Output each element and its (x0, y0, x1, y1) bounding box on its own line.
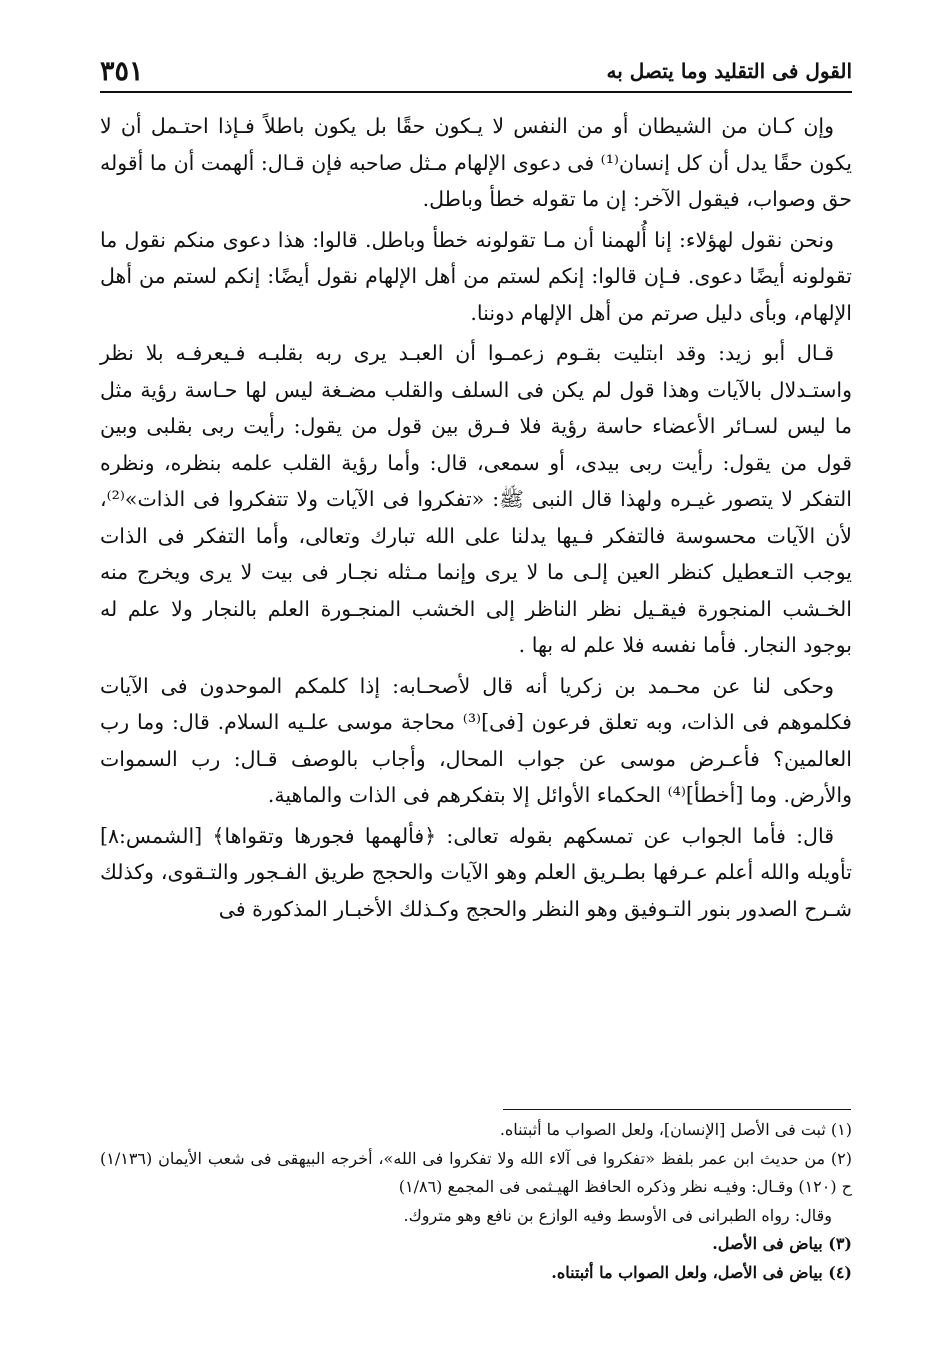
running-title: القول فى التقليد وما يتصل به (606, 59, 852, 83)
footnote: (٤) بياض فى الأصل، ولعل الصواب ما أثبتناه. (551, 1262, 852, 1282)
footnote-continuation: وقال: رواه الطبرانى فى الأوسط وفيه الوازع بن نافع وهو متروك. (403, 1205, 832, 1225)
paragraph: وإن كـان من الشيطان أو من النفس لا يـكون حقًا بل يكون باطلاً فـإذا احتـمل أن لا يكون حقًا يدل أن كل إنسان⁽¹⁾ فى دعوى الإلهام مـثل صاحبه فإن قـال: ألهمت أن ما أقوله حق وصواب، فيقول الآخر: إن ما تقوله خطأ وباطل. (100, 114, 852, 211)
page-number: ٣٥١ (100, 55, 144, 87)
paragraph: وحكى لنا عن محـمد بن زكريا أنه قال لأصحـابه: إذا كلمكم الموحدون فى الآيات فكلموهم فى الذات، وبه تعلق فرعون [فى]⁽³⁾ محاجة موسى علـيه السلام. قال: وما رب العالمين؟ فأعـرض موسى عن جواب المحال، وأجاب بالوصف قـال: رب السموات والأرض. وما [أخطأ]⁽⁴⁾ الحكماء الأوائل إلا بتفكرهم فى الذات والماهية. (100, 673, 852, 807)
footnotes (100, 1116, 852, 1287)
main-text (100, 108, 852, 927)
footnote: (١) ثبت فى الأصل [الإنسان]، ولعل الصواب ما أثبتناه. (499, 1120, 852, 1139)
paragraph: قال: فأما الجواب عن تمسكهم بقوله تعالى: ﴿فألهمها فجورها وتقواها﴾ [الشمس:٨] تأويله والله أعلم عـرفها بطـريق العلم وهو الآيات والحجج طريق الفـجور والتـقوى، وكذلك شـرح الصدور بنور التـوفيق وهو النظر والحجج وكـذلك الأخبـار المذكورة فى (100, 823, 852, 921)
header-rule (100, 91, 852, 93)
footnote: (٢) من حديث ابن عمر بلفظ «تفكروا فى آلاء الله ولا تفكروا فى الله»، أخرجه البيهقى فى شعب الأيمان (١/١٣٦) ح (١٢٠) وقـال: وفيـه نظر وذكره الحافظ الهيـثمى فى المجمع (١/٨٦) (100, 1148, 853, 1196)
footnote-separator (503, 1109, 851, 1110)
paragraph: ونحن نقول لهؤلاء: إنا أُلهمنا أن مـا تقولونه خطأ وباطل. قالوا: هذا دعوى منكم نقول ما تقولونه أيضًا دعوى. فـإن قالوا: إنكم لستم من أهل الإلهام نقول أيضًا: إنكم لستم من أهل الإلهام، وبأى دليل صرتم من أهل الإلهام دوننا. (100, 227, 852, 325)
footnote: (٣) بياض فى الأصل. (712, 1234, 852, 1253)
page-header (100, 52, 852, 90)
paragraph: قـال أبو زيد: وقد ابتليت بقـوم زعمـوا أن العبـد يرى ربه بقلبـه فـيعرفـه بلا نظر واستـدلال بالآيات وهذا قول لم يكن فى السلف والقلب مضـغة ليس لها حـاسة رؤية مثل ما ليس لسـائر الأعضاء حاسة رؤية فلا فـرق بين قول من يقول: رأيت ربى بقلبى وبين قول من يقول: رأيت ربى بيدى، أو سمعى، قال: وأما رؤية القلب علمه بنظره، ونظره التفكر لا يتصور غيـره ولهذا قال النبى ﷺ: «تفكروا فى الآيات ولا تتفكروا فى الذات»⁽²⁾، لأن الآيات محسوسة فالتفكر فـيها يدلنا على الله تبارك وتعالى، وأما التفكر فى الذات يوجب التـعطيل كنظر العين إلـى ما لا يرى وإنما مـثله نجـار فى بيت لا يرى ويخرج منه الخـشب المنجورة فيقـيل نظر الناظر إلى الخشب المنجـورة العلم بالنجار ولا علم له بوجود النجار. فأما نفسه فلا علم له بها . (100, 341, 852, 657)
